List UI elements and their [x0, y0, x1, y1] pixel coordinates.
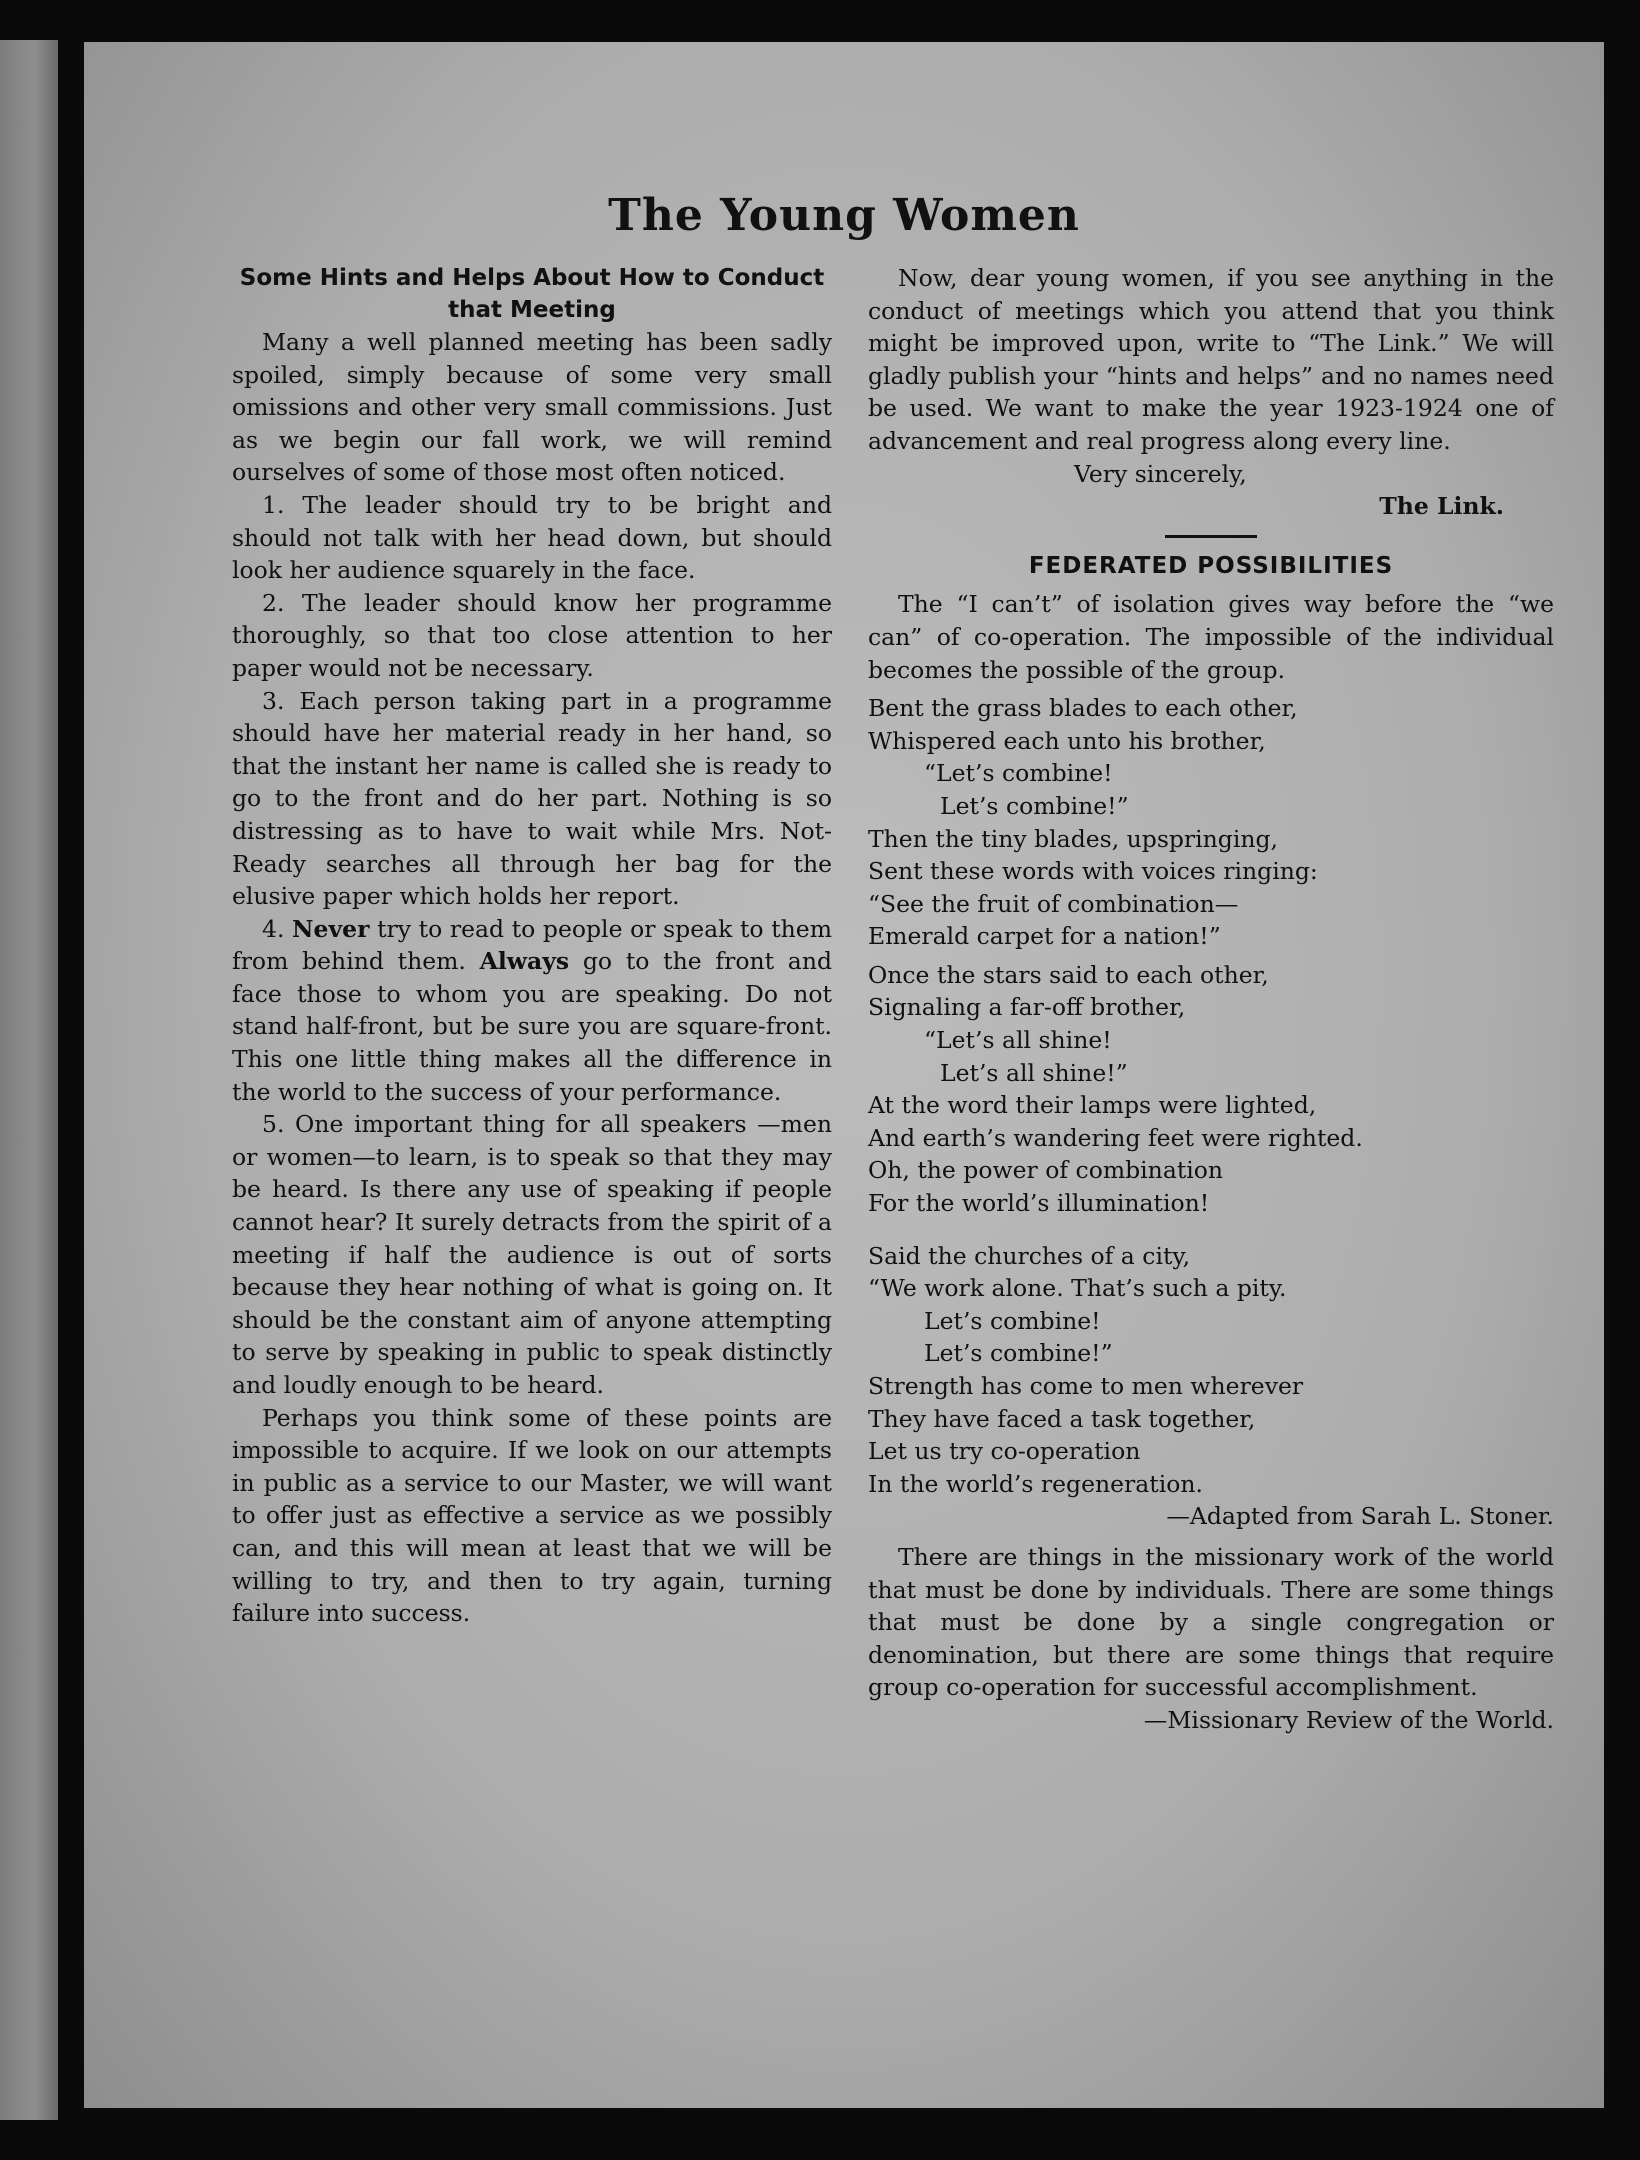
section-intro: The “I can’t” of isolation gives way before the “we can” of co-operation. The impossible of the individual becomes the possible of the group.	[868, 590, 1554, 684]
poem-line: In the world’s regeneration.	[868, 1469, 1203, 1498]
stanza-gap	[868, 1220, 1554, 1234]
signature: The Link.	[1379, 492, 1504, 521]
section-divider	[1165, 535, 1257, 538]
closing-paragraph: Perhaps you think some of these points are impossible to acquire. If we look on our attempts in public as a service to our Master, we will want to offer just as effective a service as we possibly can, and this will mean at least that we will be willing to try, and then to try again, turning failure into success.	[232, 1403, 832, 1628]
poem-line: Strength has come to men wherever	[868, 1372, 1304, 1400]
hint-4-text-b: go to the front and face those to whom you are speaking. Do not stand half-front, but be sure you are square-front. This one little thing makes all the difference in the world to the success of your performance.	[232, 947, 832, 1106]
poem-line: At the word their lamps were lighted,	[868, 1091, 1317, 1120]
left-column	[232, 262, 832, 1630]
poem-line: “We work alone. That’s such a pity.	[868, 1274, 1287, 1303]
poem-line: “See the fruit of combination—	[868, 889, 1239, 918]
hint-4-text-a: try to read to people or speak to them from behind them.	[232, 914, 832, 976]
adjacent-page-strip	[0, 40, 58, 2120]
poem-credit: —Adapted from Sarah L. Stoner.	[1166, 1502, 1554, 1531]
poem-line: “Let’s combine!	[924, 759, 1113, 788]
poem-line: “Let’s all shine!	[924, 1026, 1112, 1055]
poem-line: Bent the grass blades to each other,	[868, 694, 1298, 723]
poem-line: Let’s combine!	[924, 1306, 1101, 1335]
right-column	[868, 262, 1554, 1737]
poem-line: Let’s combine!”	[924, 1339, 1113, 1368]
poem-line: Sent these words with voices ringing:	[868, 857, 1318, 886]
poem-line: Signaling a far-off brother,	[868, 993, 1186, 1022]
final-credit: —Missionary Review of the World.	[1143, 1705, 1554, 1734]
hint-4-number: 4.	[262, 914, 293, 943]
poem-line: Let’s combine!”	[940, 791, 1129, 820]
poem-stanza-2	[868, 959, 1554, 1220]
poem-line: And earth’s wandering feet were righted.	[868, 1123, 1363, 1152]
poem-line: Let us try co-operation	[868, 1437, 1141, 1466]
article-title: Some Hints and Helps About How to Conduct that Meeting	[239, 265, 825, 323]
final-paragraph: There are things in the missionary work of the world that must be done by individuals. There are some things that must be done by a single congregation or denomination, but there are some things that require group co-operation for successful accomplishment.	[868, 1542, 1554, 1702]
poem-line: Whispered each unto his brother,	[868, 726, 1266, 755]
poem-line: For the world’s illumination!	[868, 1189, 1210, 1218]
hint-3: 3. Each person taking part in a programme should have her material ready in her hand, so that the instant her name is called she is ready to go to the front and do her part. Nothing is so distressing as to have to wait while Mrs. Not-Ready searches all through her bag for the elusive paper which holds her report.	[232, 686, 832, 911]
hint-1: 1. The leader should try to be bright and should not talk with her head down, but should look her audience squarely in the face.	[232, 490, 832, 585]
poem-line: Once the stars said to each other,	[868, 960, 1269, 989]
poem-line: Emerald carpet for a nation!”	[868, 922, 1221, 951]
page-heading: The Young Women	[608, 190, 1080, 241]
poem-line: Oh, the power of combination	[868, 1156, 1224, 1185]
gutter-shadow	[58, 40, 84, 2120]
hint-4	[232, 913, 832, 1109]
poem-stanza-3	[868, 1240, 1554, 1501]
poem-line: They have faced a task together,	[868, 1404, 1256, 1433]
hint-4-never: Never	[292, 914, 370, 943]
poem-line: Then the tiny blades, upspringing,	[868, 824, 1279, 853]
continued-paragraph: Now, dear young women, if you see anything in the conduct of meetings which you attend that you think might be improved upon, write to “The Link.” We will gladly publish your “hints and helps” and no names need be used. We want to make the year 1923-1924 one of advancement and real progress along every line.	[868, 264, 1554, 455]
intro-paragraph: Many a well planned meeting has been sadly spoiled, simply because of some very small omissions and other very small commissions. Just as we begin our fall work, we will remind ourselves of some of those most often noticed.	[232, 328, 832, 487]
poem-line: Said the churches of a city,	[868, 1241, 1191, 1270]
hint-2: 2. The leader should know her programme thoroughly, so that too close attention to her paper would not be necessary.	[232, 588, 832, 682]
hint-4-always: Always	[479, 947, 570, 976]
sign-off: Very sincerely,	[1074, 459, 1247, 488]
poem-line: Let’s all shine!”	[940, 1058, 1128, 1087]
section-title: FEDERATED POSSIBILITIES	[1028, 552, 1394, 579]
poem-stanza-1	[868, 692, 1554, 953]
page-sheet	[84, 42, 1604, 2108]
hint-5: 5. One important thing for all speakers —men or women—to learn, is to speak so that they may be heard. Is there any use of speaking if people cannot hear? It surely detracts from the spirit of a meeting if half the audience is out of sorts because they hear nothing of what is going on. It should be the constant aim of anyone attempting to serve by speaking in public to speak distinctly and loudly enough to be heard.	[232, 1110, 832, 1399]
